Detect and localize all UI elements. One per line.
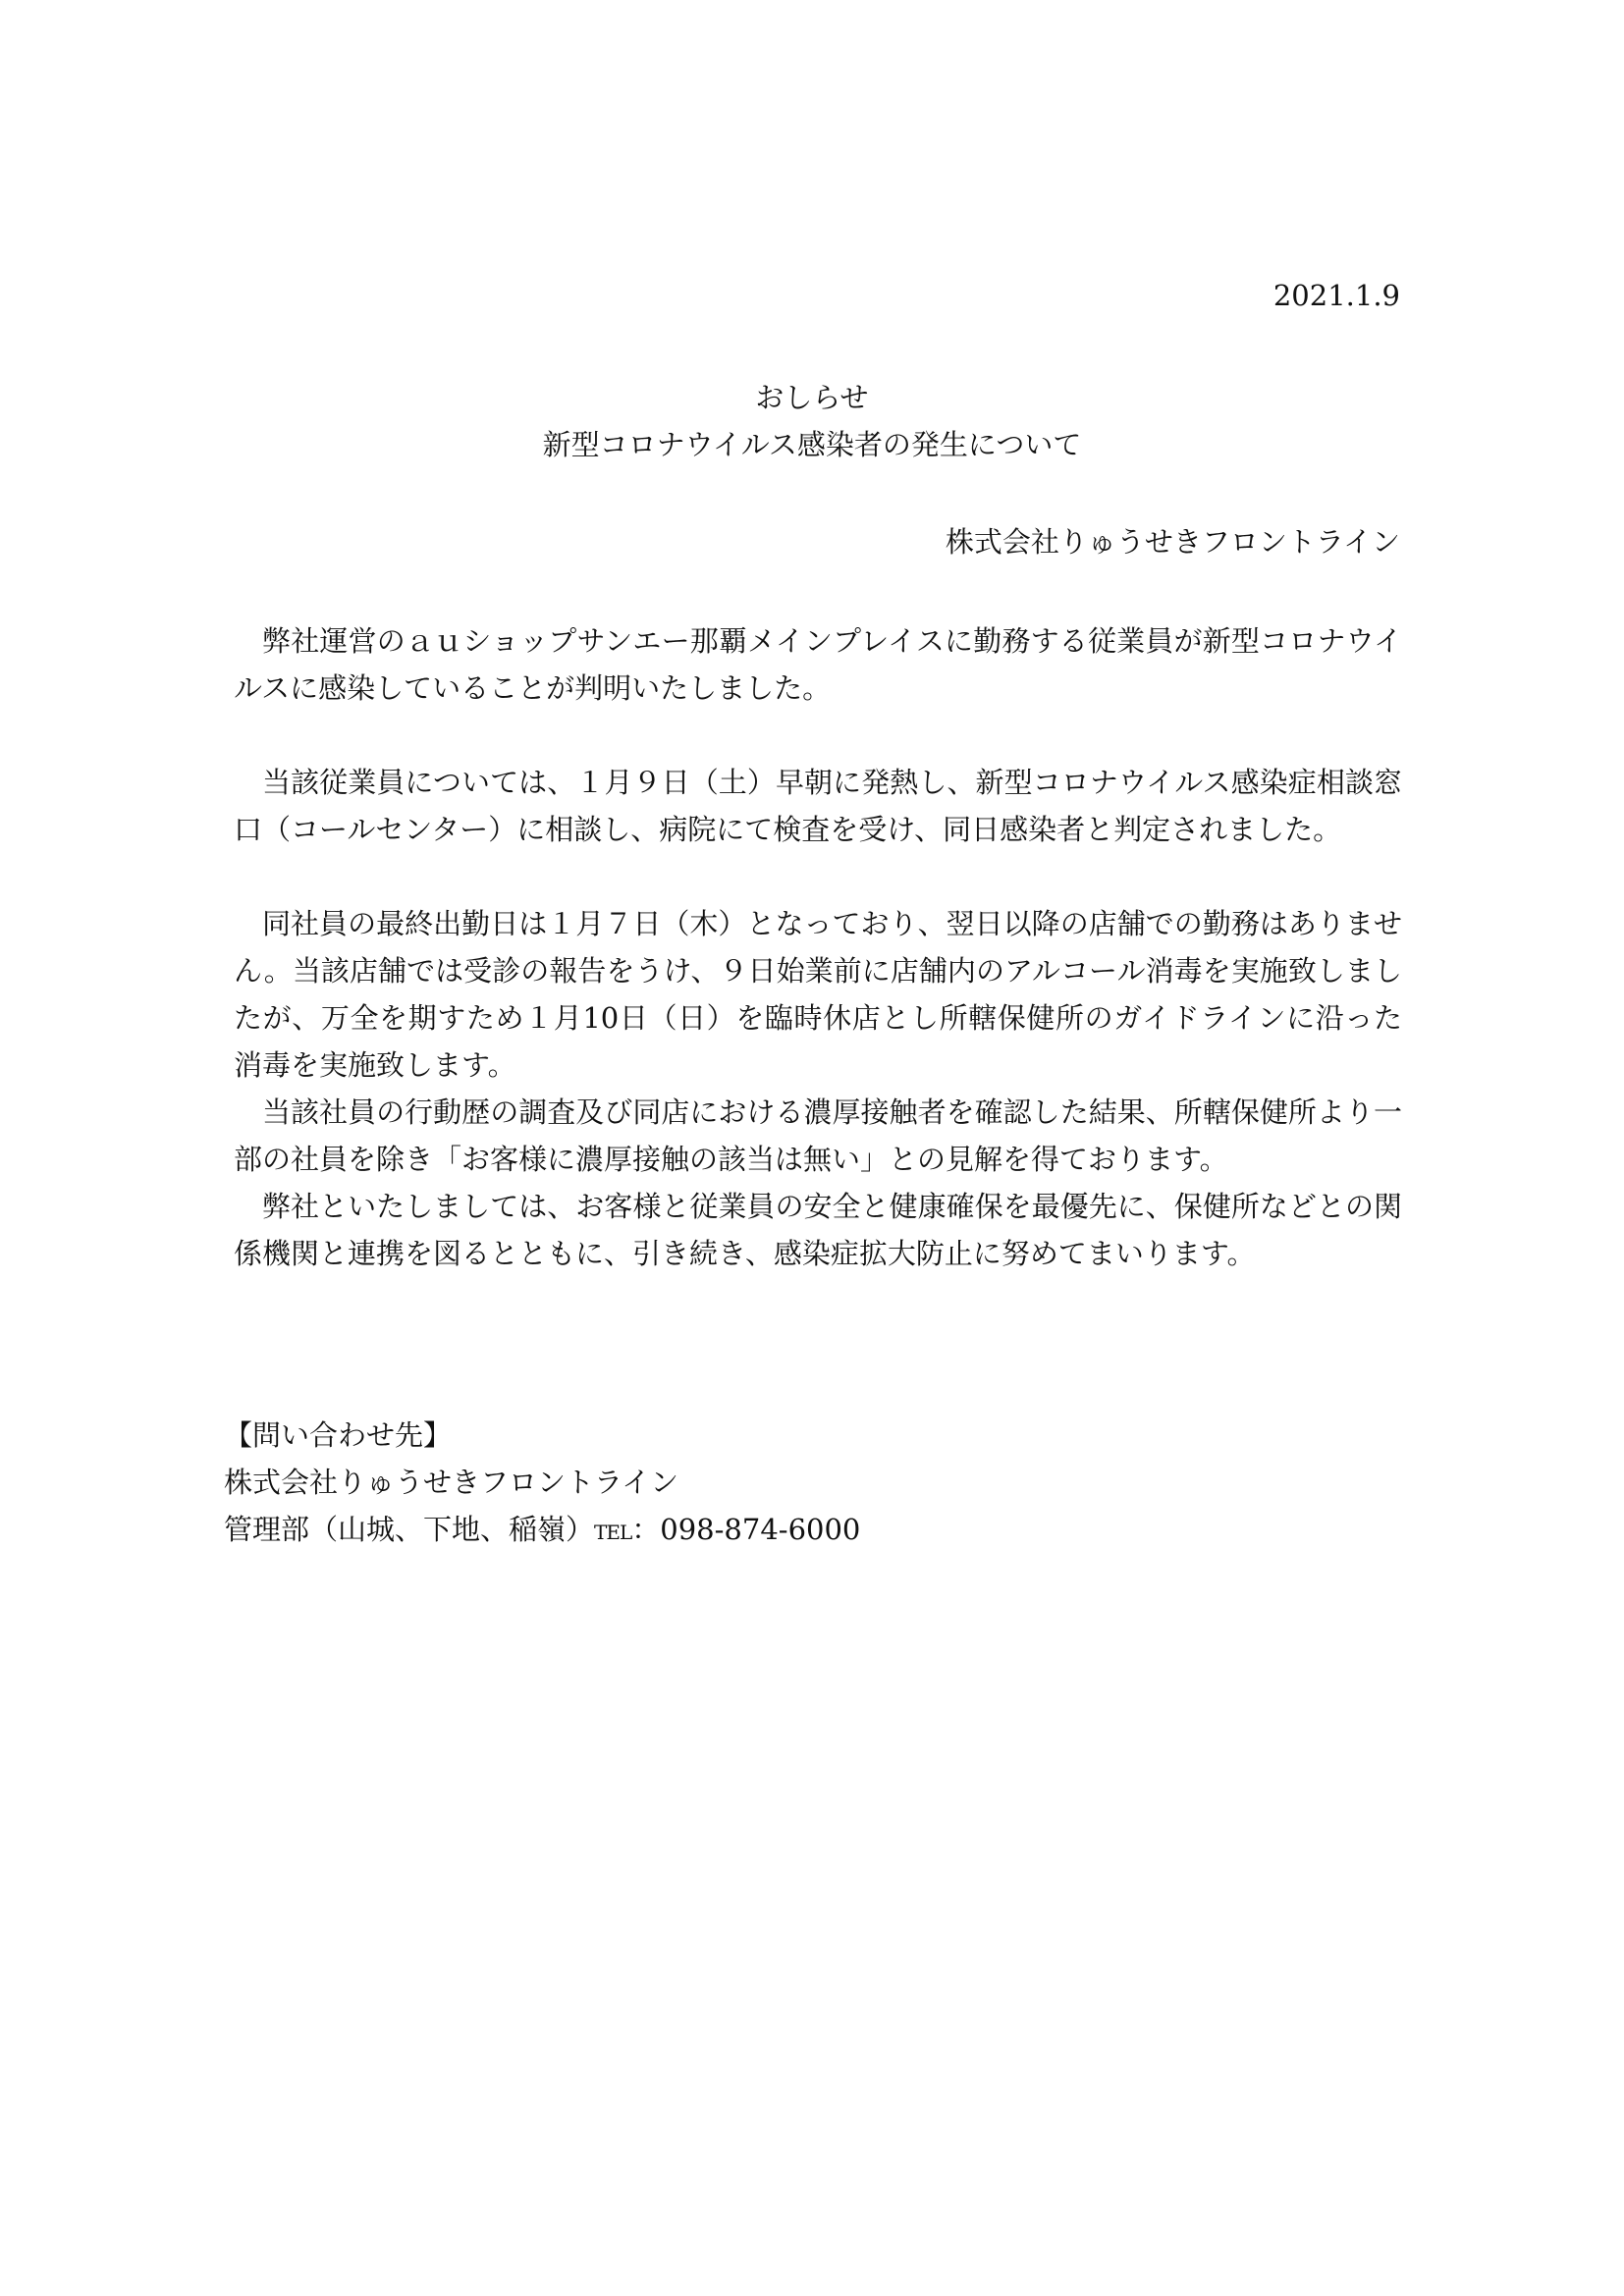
notice-heading: おしらせ: [755, 381, 869, 414]
contact-line: [224, 1506, 860, 1556]
paragraph-gap: [234, 853, 1402, 900]
title-block: [0, 374, 1624, 468]
tel-label: TEL: [594, 1521, 632, 1544]
paragraph-2: 当該従業員については、１月９日（土）早朝に発熱し、新型コロナウイルス感染症相談窓口（コールセンター）に相談し、病院にて検査を受け、同日感染者と判定されました。: [234, 766, 1402, 846]
paragraph-3: 同社員の最終出勤日は１月７日（木）となっており、翌日以降の店舗での勤務はありません。当該店舗では受診の報告をうけ、９日始業前に店舗内のアルコール消毒を実施致しましたが、万全を期すため１月10日（日）を臨時休店とし所轄保健所のガイドラインに沿った消毒を実施致します。: [234, 907, 1402, 1082]
document-title: 新型コロナウイルス感染者の発生について: [542, 428, 1082, 461]
document-date: 2021.1.9: [1272, 279, 1400, 312]
paragraph-gap: [234, 712, 1402, 759]
paragraph-4: 当該社員の行動歴の調査及び同店における濃厚接触者を確認した結果、所轄保健所より一部の社員を除き「お客様に濃厚接触の該当は無い」との見解を得ております。: [234, 1095, 1402, 1176]
tel-number: 098-874-6000: [660, 1513, 861, 1546]
contact-department: 管理部（山城、下地、稲嶺）: [224, 1513, 595, 1546]
paragraph-1: 弊社運営のａｕショップサンエー那覇メインプレイスに勤務する従業員が新型コロナウイルスに感染していることが判明いたしました。: [234, 624, 1402, 705]
tel-separator: ：: [631, 1513, 661, 1546]
contact-company: 株式会社りゅうせきフロントライン: [224, 1466, 679, 1499]
contact-block: [224, 1412, 860, 1556]
document-body: [234, 617, 1402, 1277]
contact-heading: 【問い合わせ先】: [224, 1418, 453, 1452]
paragraph-5: 弊社といたしましては、お客様と従業員の安全と健康確保を最優先に、保健所などとの関係機関と連携を図るとともに、引き続き、感染症拡大防止に努めてまいります。: [234, 1190, 1402, 1270]
sender-name: 株式会社りゅうせきフロントライン: [945, 525, 1400, 559]
